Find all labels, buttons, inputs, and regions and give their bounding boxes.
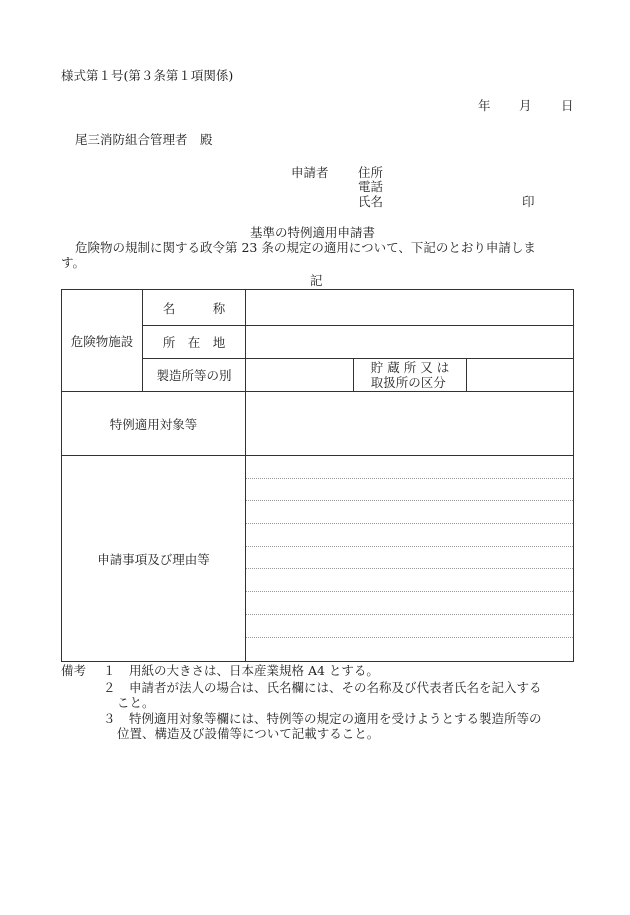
note-text: 特例適用対象等欄には、特例等の規定の適用を受けようとする製造所等の	[129, 711, 542, 726]
ki-label: 記	[310, 273, 323, 288]
location-field-label: 所 在 地	[143, 326, 246, 359]
name-field-label: 名 称	[143, 290, 246, 326]
intro-text-line2: す。	[61, 255, 86, 270]
facility-type-field[interactable]	[246, 359, 354, 392]
date-month-label: 月	[519, 98, 532, 113]
form-number: 様式第１号(第３条第１項関係)	[61, 68, 234, 83]
note-text-continued: 位置、構造及び設備等について記載すること。	[117, 726, 380, 741]
applicant-address-label: 住所	[358, 165, 384, 180]
note-number: ２	[103, 680, 116, 695]
date-day-label: 日	[561, 98, 574, 113]
location-field[interactable]	[246, 326, 574, 359]
storage-class-label	[354, 359, 467, 392]
seal-label: 印	[522, 194, 535, 209]
note-text-continued: こと。	[117, 695, 155, 710]
note-text: 申請者が法人の場合は、氏名欄には、その名称及び代表者氏名を記入する	[129, 680, 542, 695]
note-number: １	[103, 663, 116, 678]
storage-class-label-line1: 貯 蔵 所 又 は	[370, 360, 450, 375]
reason-ruled-lines	[246, 456, 573, 660]
notes-heading: 備考	[61, 663, 87, 678]
storage-class-label-line2: 取扱所の区分	[370, 375, 446, 390]
document-title: 基準の特例適用申請書	[250, 225, 376, 240]
special-target-field[interactable]	[246, 392, 574, 456]
special-target-label: 特例適用対象等	[62, 392, 246, 456]
facility-label: 危険物施設	[62, 290, 143, 392]
reason-field[interactable]	[246, 456, 574, 662]
facility-type-label: 製造所等の別	[143, 359, 246, 392]
applicant-phone-label: 電話	[358, 179, 384, 194]
addressee: 尾三消防組合管理者 殿	[75, 132, 213, 147]
applicant-name-label: 氏名	[358, 194, 384, 209]
name-field[interactable]	[246, 290, 574, 326]
intro-text-line1: 危険物の規制に関する政令第 23 条の規定の適用について、下記のとおり申請しま	[75, 240, 536, 255]
reason-label: 申請事項及び理由等	[62, 456, 246, 662]
application-table	[61, 289, 574, 662]
storage-class-field[interactable]	[467, 359, 574, 392]
note-text: 用紙の大きさは、日本産業規格 A4 とする。	[129, 663, 379, 678]
note-number: ３	[103, 711, 116, 726]
applicant-label: 申請者	[291, 165, 329, 180]
date-year-label: 年	[478, 98, 491, 113]
